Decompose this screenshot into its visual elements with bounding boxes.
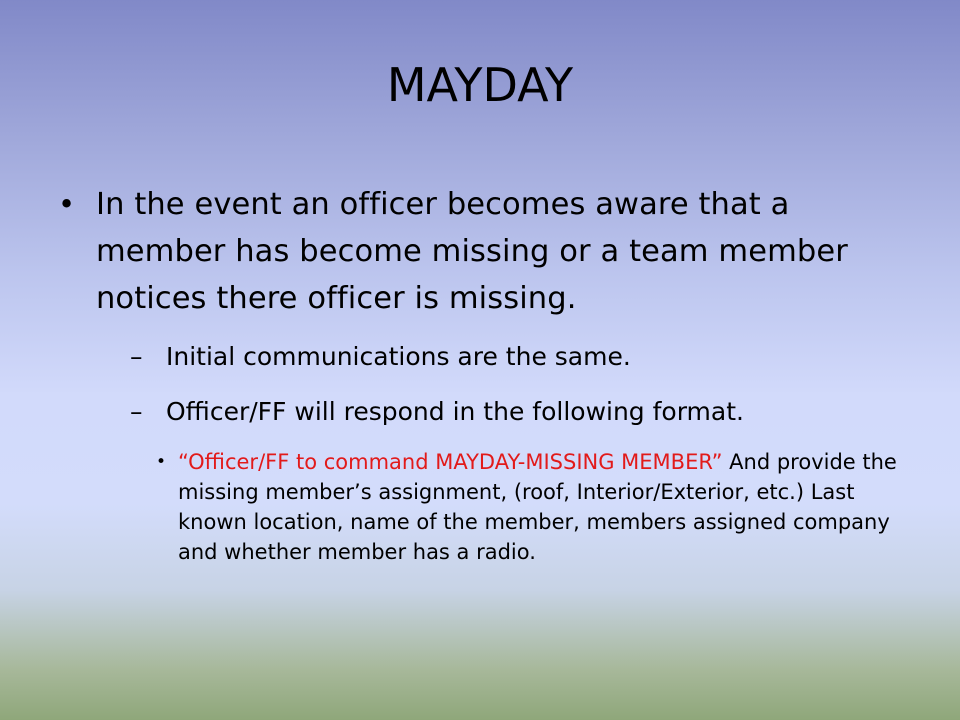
sub-bullet-text-2: Officer/FF will respond in the following format. [166,397,744,426]
sub-bullet-dash-1: – [130,342,143,371]
missing-member-details: And provide the missing member’s assignment, (roof, Interior/Exterior, etc.) Last known location, name of the member, members assigned company and whether member has a radio. [178,450,897,564]
bullet-marker: • [58,187,76,221]
sub-bullet-dash-2: – [130,397,143,426]
missing-member-quote: “Officer/FF to command MAYDAY-MISSING MEMBER” [178,450,723,474]
sub-sub-bullet-marker: • [156,452,167,472]
bullet-level-1-text: In the event an officer becomes aware that a member has become missing or a team member notices there officer is missing. [96,187,848,316]
slide-title: MAYDAY [386,58,574,112]
sub-bullet-text-1: Initial communications are the same. [166,342,631,371]
sub-sub-bullet-text [178,447,920,567]
